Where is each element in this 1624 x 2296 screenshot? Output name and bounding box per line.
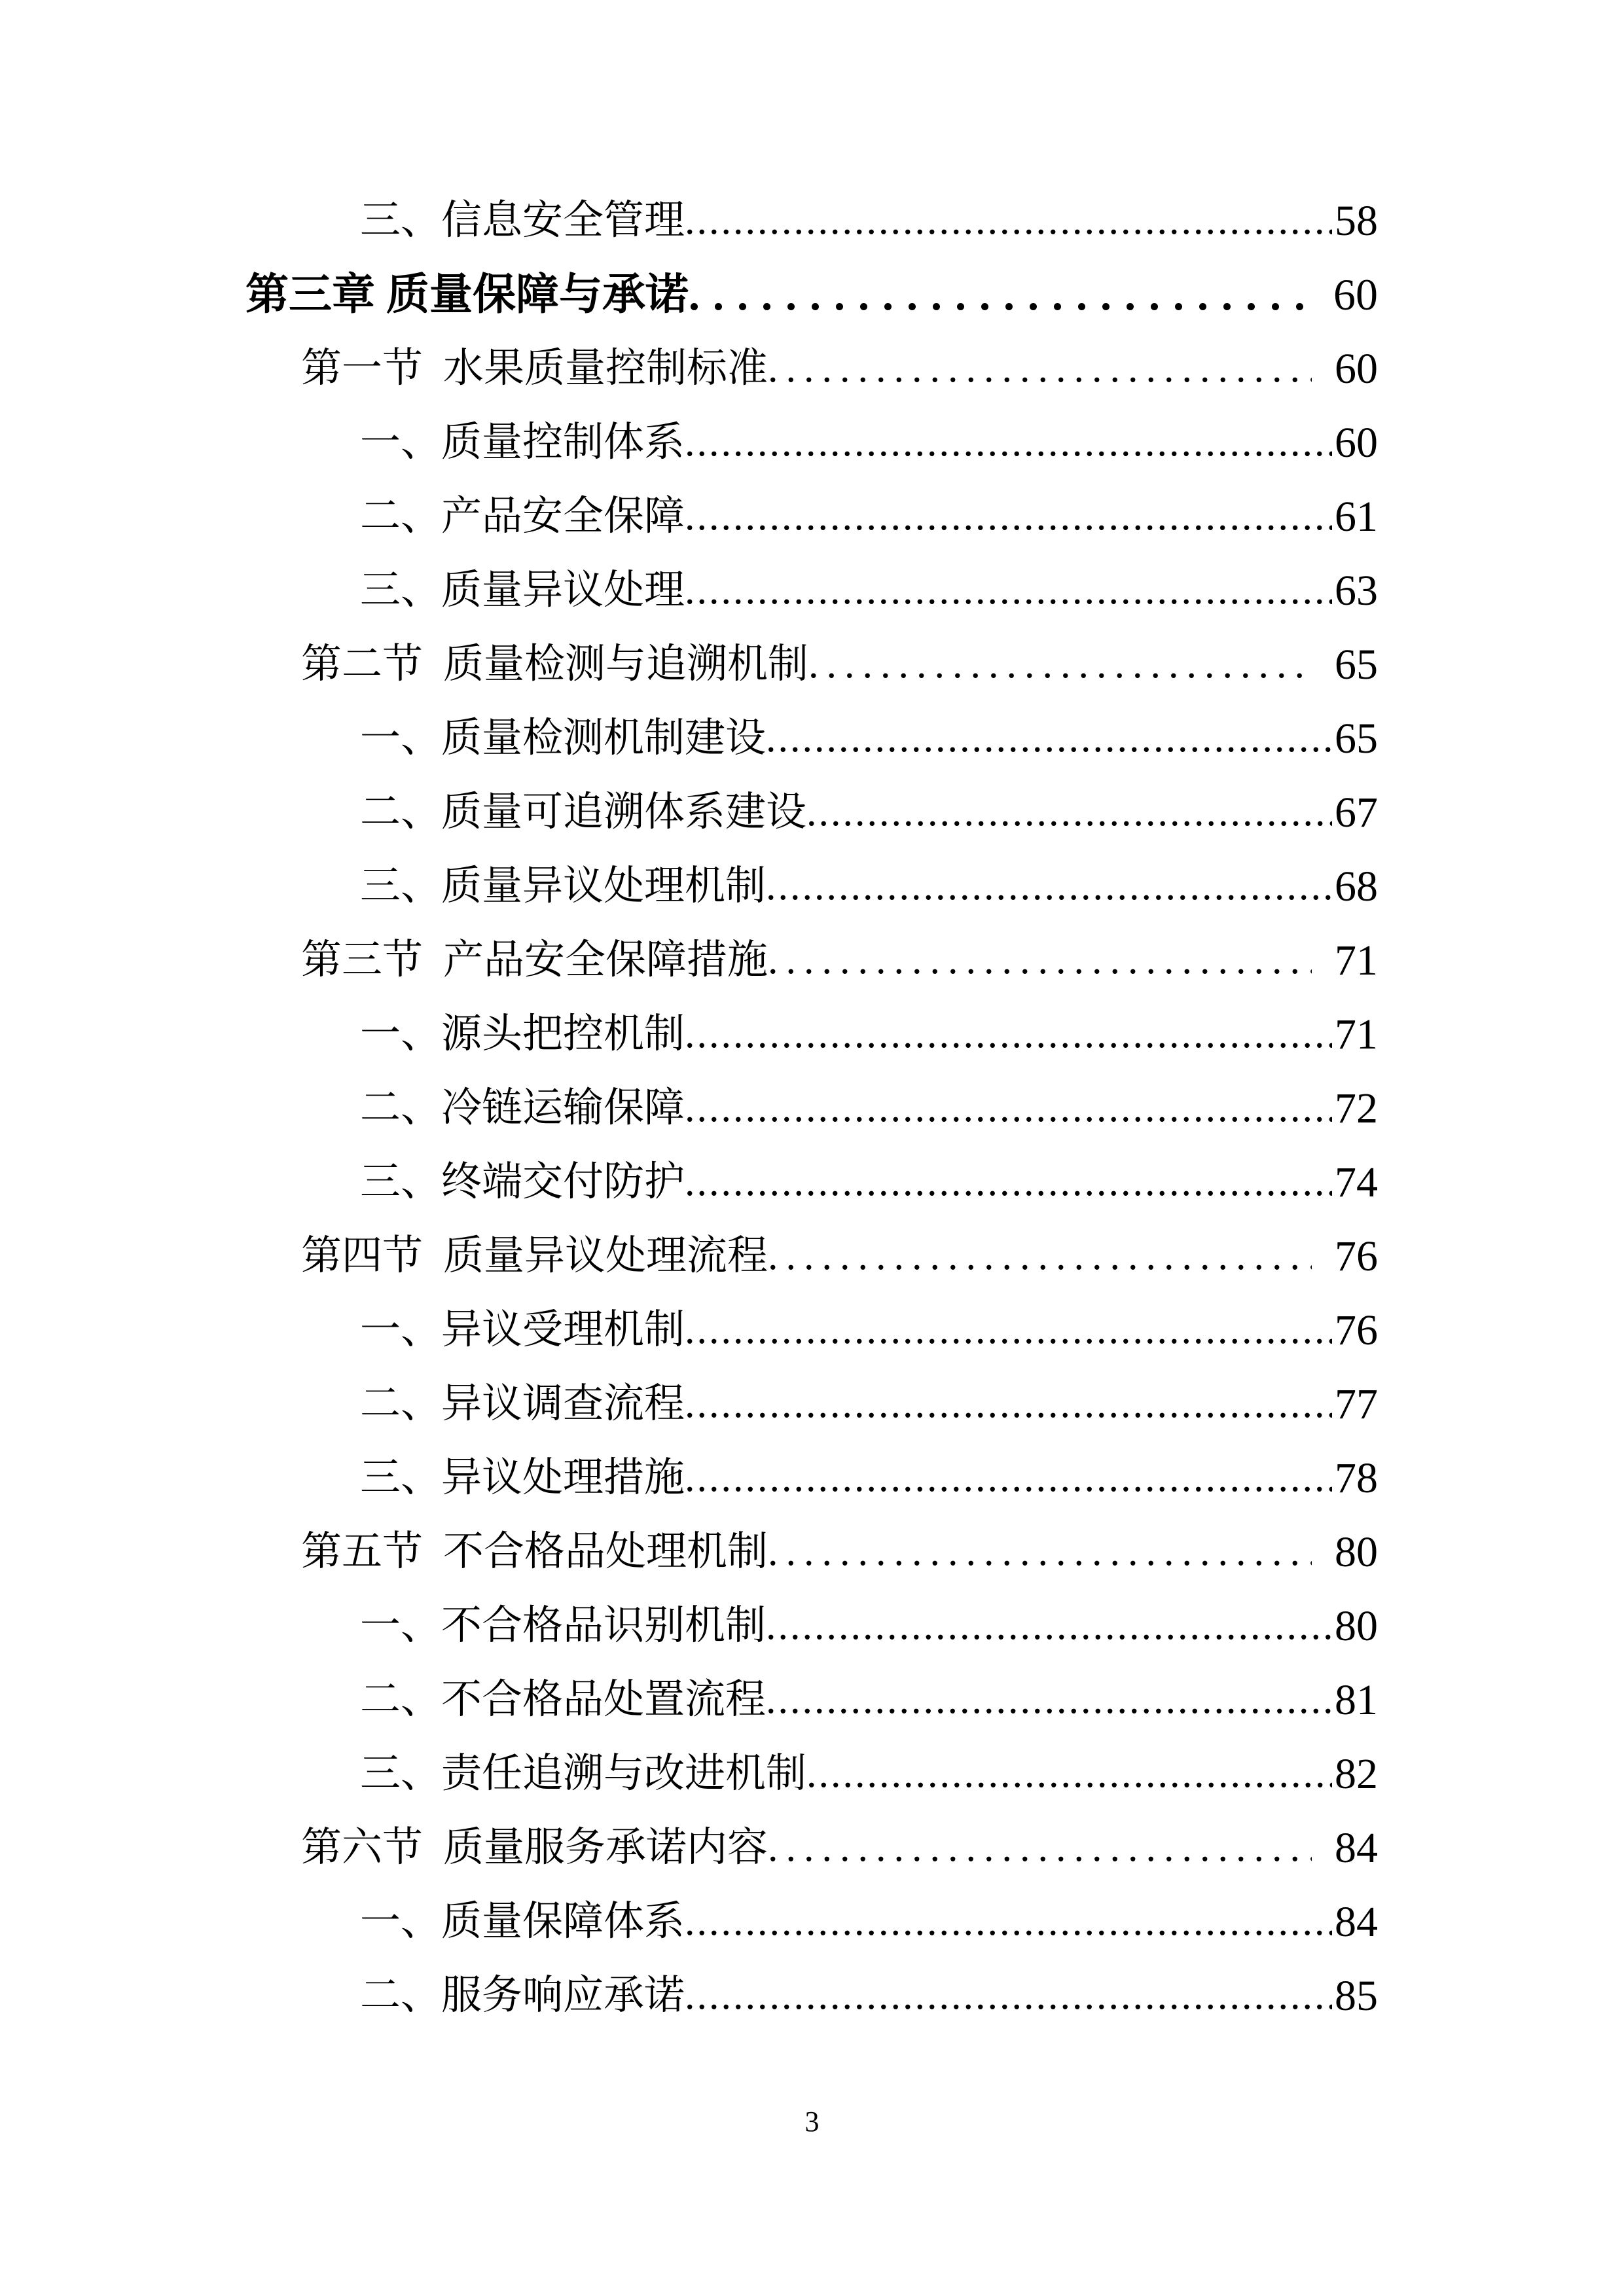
toc-entry-page: 71: [1335, 937, 1378, 984]
dot-leader: [685, 1293, 1332, 1367]
toc-entry-title: 冷链运输保障: [441, 1086, 685, 1130]
toc-entry-page: 74: [1335, 1158, 1378, 1206]
toc-entry-number: 第三章: [245, 271, 375, 319]
toc-entry-page: 76: [1335, 1232, 1378, 1280]
toc-entry: [245, 1663, 1378, 1737]
toc-entry-number: 第一节: [301, 346, 424, 391]
toc-entry-chapter: [245, 258, 1378, 332]
toc-entry-page: 63: [1335, 567, 1378, 615]
toc-entry-page: 76: [1335, 1306, 1378, 1354]
dot-leader: [766, 850, 1332, 924]
toc-entry-number: 三、: [360, 568, 442, 613]
toc-entry: [245, 850, 1378, 924]
toc-entry-title: 产品安全保障措施: [443, 938, 768, 982]
toc-entry-title: 质量异议处理机制: [441, 864, 767, 908]
toc-entry-page: 60: [1333, 270, 1378, 319]
toc-entry-number: 二、: [360, 1973, 442, 2018]
toc-entry: [245, 1441, 1378, 1515]
dot-leader: [766, 1589, 1332, 1663]
toc-entry-title: 信息安全管理: [441, 198, 685, 243]
dot-leader: [768, 1515, 1312, 1589]
toc-entry-number: 三、: [360, 198, 442, 243]
toc-entry: [245, 184, 1378, 258]
toc-entry-number: 二、: [360, 790, 442, 834]
toc-entry-title: 质量检测机制建设: [441, 716, 767, 761]
toc-entry-page: 58: [1335, 197, 1378, 245]
toc-entry-title: 服务响应承诺: [441, 1973, 685, 2018]
toc-entry-title: 产品安全保障: [441, 494, 685, 539]
toc-entry: [245, 554, 1378, 628]
toc-entry-page: 85: [1335, 1972, 1378, 2020]
toc-entry-title: 异议处理措施: [441, 1456, 685, 1500]
toc-entry-title: 质量异议处理流程: [443, 1234, 768, 1278]
dot-leader: [685, 1367, 1332, 1441]
toc-entry-page: 65: [1335, 641, 1378, 689]
toc-entry: [245, 1589, 1378, 1663]
toc-entry: [245, 1145, 1378, 1219]
toc-entry-title: 质量保障体系: [441, 1899, 685, 1944]
toc-entry-page: 84: [1335, 1824, 1378, 1872]
dot-leader: [685, 480, 1332, 554]
toc-entry-page: 67: [1335, 789, 1378, 836]
toc-entry-number: 第二节: [301, 642, 424, 687]
dot-leader: [685, 1071, 1332, 1145]
toc-entry-number: 二、: [360, 1677, 442, 1722]
toc-entry-title: 质量保障与承诺: [386, 271, 689, 319]
toc-entry-number: 三、: [360, 1456, 442, 1500]
toc-entry-page: 81: [1335, 1676, 1378, 1724]
toc-entry-number: 第六节: [301, 1825, 424, 1870]
toc-entry-number: 一、: [360, 1604, 442, 1648]
toc-entry: [245, 776, 1378, 850]
toc-entry-number: 一、: [360, 1308, 442, 1352]
toc-entry-page: 82: [1335, 1750, 1378, 1798]
toc-entry-page: 80: [1335, 1528, 1378, 1576]
toc-entry-title: 不合格品识别机制: [441, 1604, 767, 1648]
toc-entry-page: 84: [1335, 1898, 1378, 1946]
toc-entry-title: 不合格品处理机制: [443, 1530, 768, 1574]
toc-entry: [245, 702, 1378, 776]
dot-leader: [685, 554, 1332, 628]
dot-leader: [768, 924, 1312, 997]
toc-entry-page: 60: [1335, 419, 1378, 467]
toc-entry-title: 终端交付防护: [441, 1160, 685, 1204]
toc-entry: [245, 1367, 1378, 1441]
table-of-contents: [245, 184, 1378, 2033]
dot-leader: [808, 628, 1312, 702]
toc-entry-page: 65: [1335, 715, 1378, 762]
dot-leader: [685, 997, 1332, 1071]
dot-leader: [685, 406, 1332, 480]
toc-entry-page: 60: [1335, 345, 1378, 393]
toc-entry-page: 72: [1335, 1085, 1378, 1132]
dot-leader: [806, 776, 1332, 850]
toc-entry-number: 第三节: [301, 938, 424, 982]
toc-entry-title: 质量控制体系: [441, 420, 685, 465]
toc-entry-section: [245, 1515, 1378, 1589]
dot-leader: [685, 1441, 1332, 1515]
toc-entry-title: 质量服务承诺内容: [443, 1825, 768, 1870]
toc-entry: [245, 1737, 1378, 1811]
toc-entry-page: 78: [1335, 1454, 1378, 1502]
dot-leader: [768, 1219, 1312, 1293]
toc-entry-number: 一、: [360, 1012, 442, 1056]
toc-entry-number: 二、: [360, 494, 442, 539]
toc-entry-title: 水果质量控制标准: [443, 346, 768, 391]
toc-entry-page: 61: [1335, 493, 1378, 541]
toc-entry-title: 异议调查流程: [441, 1382, 685, 1426]
toc-entry-section: [245, 332, 1378, 406]
toc-entry-title: 质量可追溯体系建设: [441, 790, 807, 834]
dot-leader: [806, 1737, 1332, 1811]
toc-entry-title: 源头把控机制: [441, 1012, 685, 1056]
page-number: 3: [804, 2106, 820, 2138]
dot-leader: [685, 184, 1332, 258]
toc-entry: [245, 1293, 1378, 1367]
toc-entry-page: 77: [1335, 1380, 1378, 1428]
toc-entry-section: [245, 1811, 1378, 1885]
toc-entry: [245, 480, 1378, 554]
toc-entry-number: 第四节: [301, 1234, 424, 1278]
toc-entry-section: [245, 628, 1378, 702]
toc-entry-title: 异议受理机制: [441, 1308, 685, 1352]
toc-entry: [245, 1885, 1378, 1959]
toc-entry-number: 二、: [360, 1382, 442, 1426]
dot-leader: [766, 702, 1332, 776]
toc-entry-number: 三、: [360, 864, 442, 908]
dot-leader: [685, 1885, 1332, 1959]
toc-entry-title: 质量异议处理: [441, 568, 685, 613]
toc-entry-page: 71: [1335, 1011, 1378, 1058]
toc-entry-number: 三、: [360, 1751, 442, 1796]
toc-entry: [245, 1071, 1378, 1145]
toc-entry: [245, 997, 1378, 1071]
toc-entry-number: 一、: [360, 1899, 442, 1944]
dot-leader: [685, 1959, 1332, 2033]
dot-leader: [768, 1811, 1312, 1885]
toc-entry-title: 质量检测与追溯机制: [443, 642, 809, 687]
toc-entry-section: [245, 1219, 1378, 1293]
dot-leader: [685, 1145, 1332, 1219]
toc-entry: [245, 406, 1378, 480]
toc-entry-page: 68: [1335, 863, 1378, 910]
toc-entry-title: 不合格品处置流程: [441, 1677, 767, 1722]
toc-entry-page: 80: [1335, 1602, 1378, 1650]
dot-leader: [689, 258, 1307, 332]
toc-entry-section: [245, 924, 1378, 997]
toc-entry-number: 三、: [360, 1160, 442, 1204]
dot-leader: [768, 332, 1312, 406]
toc-entry-number: 一、: [360, 420, 442, 465]
toc-entry: [245, 1959, 1378, 2033]
toc-entry-number: 二、: [360, 1086, 442, 1130]
dot-leader: [766, 1663, 1332, 1737]
toc-entry-title: 责任追溯与改进机制: [441, 1751, 807, 1796]
toc-entry-number: 第五节: [301, 1530, 424, 1574]
toc-entry-number: 一、: [360, 716, 442, 761]
